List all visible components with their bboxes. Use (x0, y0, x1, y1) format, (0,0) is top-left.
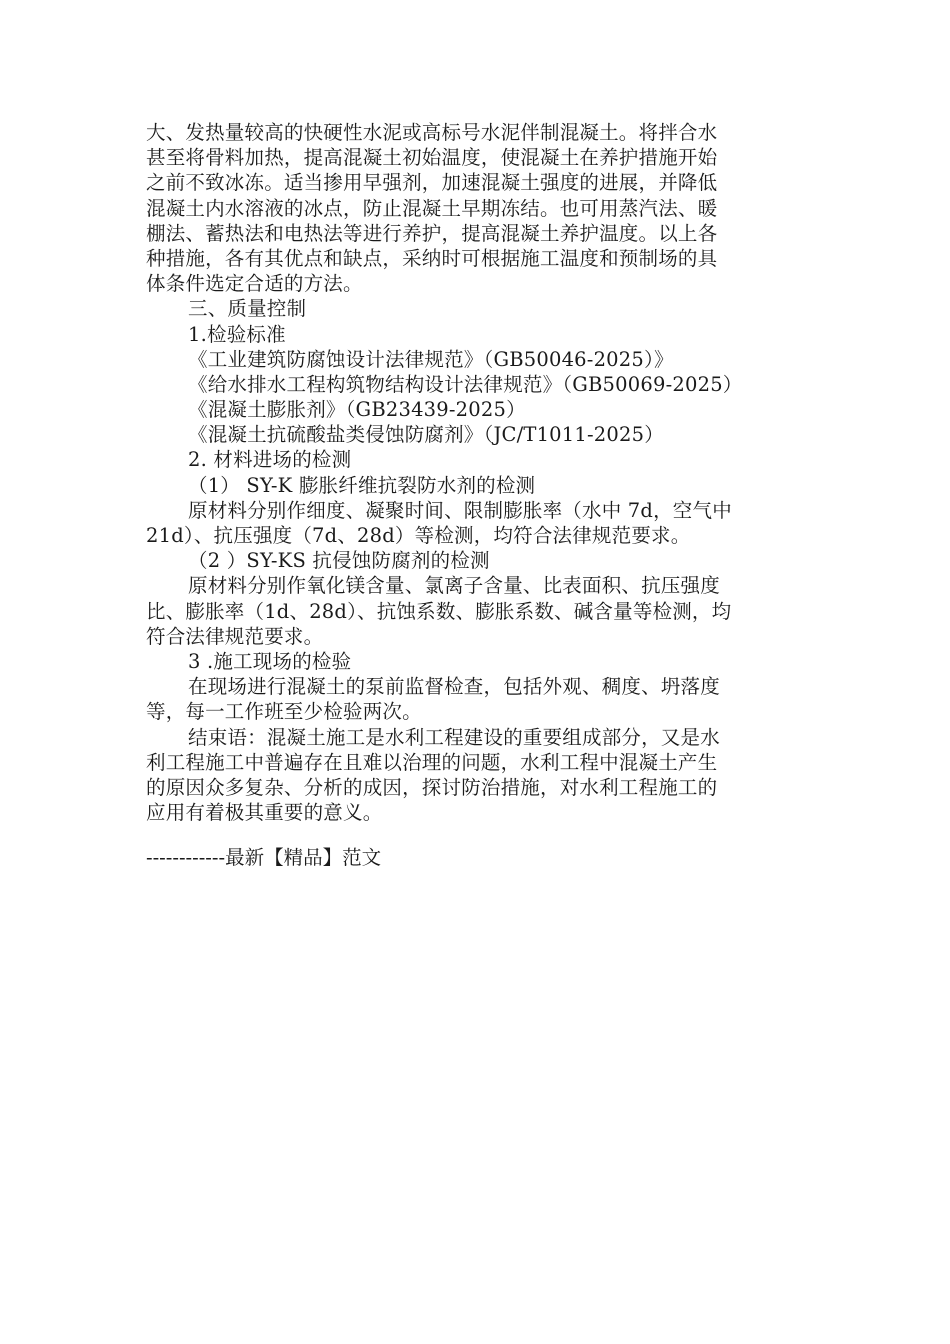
text-line: 符合法律规范要求。 (146, 624, 324, 648)
standard-reference: 《工业建筑防腐蚀设计法律规范》（GB50046-2025）》 (188, 347, 674, 371)
standard-reference: 《混凝土膨胀剂》（GB23439-2025） (188, 398, 526, 422)
subheading-site-inspection: 3 .施工现场的检验 (188, 649, 352, 673)
text-line: 原材料分别作细度、凝聚时间、限制膨胀率（水中 7d，空气中 (188, 498, 732, 522)
text-line: 原材料分别作氧化镁含量、氯离子含量、比表面积、抗压强度 (188, 574, 720, 598)
text-line: 在现场进行混凝土的泵前监督检查，包括外观、稠度、坍落度 (188, 675, 720, 699)
text-line: 利工程施工中普遍存在且难以治理的问题，水利工程中混凝土产生 (146, 750, 718, 774)
text-line: 棚法、蓄热法和电热法等进行养护，提高混凝土养护温度。以上各 (146, 221, 718, 245)
text-line: 比、膨胀率（1d、28d）、抗蚀系数、膨胀系数、碱含量等检测，均 (146, 599, 732, 623)
conclusion-line: 结束语：混凝土施工是水利工程建设的重要组成部分，又是水 (188, 725, 720, 749)
text-line: 甚至将骨料加热，提高混凝土初始温度，使混凝土在养护措施开始 (146, 146, 718, 170)
text-line: 的原因众多复杂、分析的成因，探讨防治措施，对水利工程施工的 (146, 775, 718, 799)
text-line: 应用有着极其重要的意义。 (146, 801, 383, 825)
text-line: 等，每一工作班至少检验两次。 (146, 700, 422, 724)
item-heading: （2 ）SY-KS 抗侵蚀防腐剂的检测 (188, 549, 490, 573)
item-heading: （1） SY-K 膨胀纤维抗裂防水剂的检测 (188, 473, 536, 497)
section-heading-quality-control: 三、质量控制 (188, 297, 307, 321)
text-line: 21d）、抗压强度（7d、28d）等检测，均符合法律规范要求。 (146, 524, 691, 547)
text-line: 大、发热量较高的快硬性水泥或高标号水泥伴制混凝土。将拌合水 (146, 121, 718, 144)
text-line: 混凝土内水溶液的冰点，防止混凝土早期冻结。也可用蒸汽法、暖 (146, 196, 718, 220)
text-line: 之前不致冰冻。适当掺用早强剂，加速混凝土强度的进展，并降低 (146, 171, 718, 195)
text-line: 体条件选定合适的方法。 (146, 272, 363, 296)
standard-reference: 《给水排水工程构筑物结构设计法律规范》（GB50069-2025） (188, 372, 743, 396)
standard-reference: 《混凝土抗硫酸盐类侵蚀防腐剂》（JC/T1011-2025） (188, 423, 664, 447)
subheading-inspection-standards: 1.检验标准 (188, 322, 286, 346)
footer-note: ------------最新【精品】范文 (146, 846, 382, 869)
text-line: 种措施，各有其优点和缺点，采纳时可根据施工温度和预制场的具 (146, 246, 718, 270)
document-body (146, 120, 806, 825)
subheading-material-inspection: 2. 材料进场的检测 (188, 448, 352, 472)
